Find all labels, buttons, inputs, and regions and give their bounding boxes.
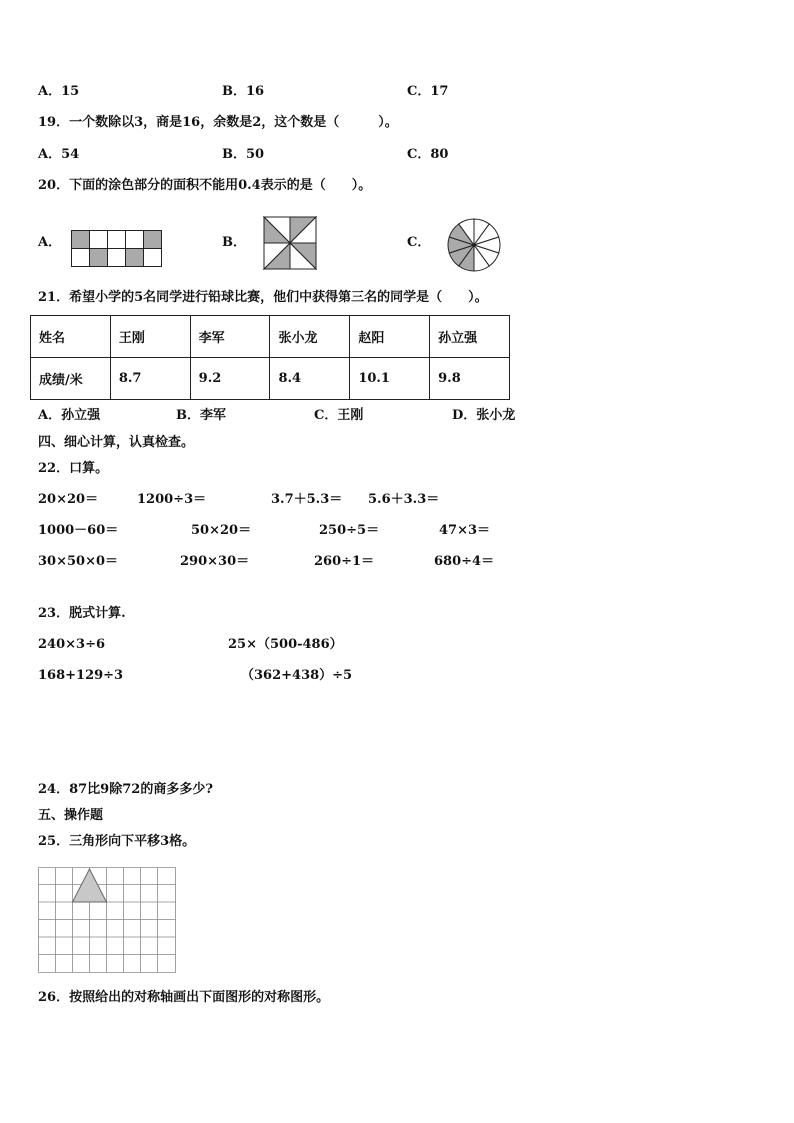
q20-option-b: B． [222,235,246,250]
translation-grid [38,867,176,974]
q23-item: （362+438）÷5 [241,668,353,683]
q22-item: 5.6＋3.3＝ [368,492,440,507]
q22-item: 680÷4＝ [434,554,495,569]
q18-option-c: C．17 [407,84,449,99]
q24-stem: 24．87比9除72的商多多少? [38,782,213,797]
table-cell: 孙立强 [430,316,510,358]
table-cell: 8.7 [110,358,190,400]
table-cell: 9.8 [430,358,510,400]
table-cell: 李军 [190,316,270,358]
q22-item: 250÷5＝ [319,523,380,538]
table-cell: 8.4 [270,358,350,400]
table-cell: 王刚 [110,316,190,358]
section-5-heading: 五、操作题 [38,808,104,823]
table-cell: 9.2 [190,358,270,400]
section-4-heading: 四、细心计算，认真检查。 [38,435,195,450]
q20-option-a: A． [38,235,62,250]
q22-item: 260÷1＝ [314,554,375,569]
q19-option-a: A．54 [38,147,80,162]
q21-stem: 21．希望小学的5名同学进行铅球比赛，他们中获得第三名的同学是（ ）。 [38,290,488,305]
triangle-shape [73,869,107,902]
q22-item: 3.7＋5.3＝ [271,492,343,507]
q26-stem: 26．按照给出的对称轴画出下面图形的对称图形。 [38,990,330,1005]
score-table [30,315,510,400]
q22-item: 30×50×0＝ [38,554,119,569]
q21-option-a: A．孙立强 [38,408,101,423]
table-row [31,316,510,358]
q23-item: 240×3÷6 [38,637,106,652]
q18-option-b: B．16 [222,84,265,99]
q20-option-c: C． [407,235,431,250]
q22-stem: 22．口算。 [38,461,109,476]
q23-item: 25×（500-486） [228,637,343,652]
table-cell: 成绩/米 [31,358,111,400]
q23-stem: 23．脱式计算. [38,606,126,621]
q23-item: 168+129÷3 [38,668,124,683]
table-cell: 姓名 [31,316,111,358]
q18-option-a: A．15 [38,84,80,99]
table-cell: 张小龙 [270,316,350,358]
q22-item: 290×30＝ [180,554,250,569]
q22-item: 47×3＝ [439,523,491,538]
shaded-grid-figure [71,230,165,268]
q22-item: 20×20＝ [38,492,99,507]
table-cell: 10.1 [350,358,430,400]
q22-item: 50×20＝ [191,523,252,538]
table-row [31,358,510,400]
q19-stem: 19．一个数除以3，商是16，余数是2，这个数是（ ）。 [38,115,398,130]
q21-option-c: C．王刚 [314,408,364,423]
q21-option-d: D．张小龙 [452,408,516,423]
q25-stem: 25．三角形向下平移3格。 [38,834,196,849]
q20-stem: 20．下面的涂色部分的面积不能用0.4表示的是（ ）。 [38,178,372,193]
q19-option-b: B．50 [222,147,265,162]
shaded-circle-figure [446,217,502,273]
q21-option-b: B．李军 [176,408,226,423]
table-cell: 赵阳 [350,316,430,358]
q19-option-c: C．80 [407,147,449,162]
shaded-square-figure [263,216,317,270]
q22-item: 1000－60＝ [38,523,119,538]
q22-item: 1200÷3＝ [137,492,207,507]
